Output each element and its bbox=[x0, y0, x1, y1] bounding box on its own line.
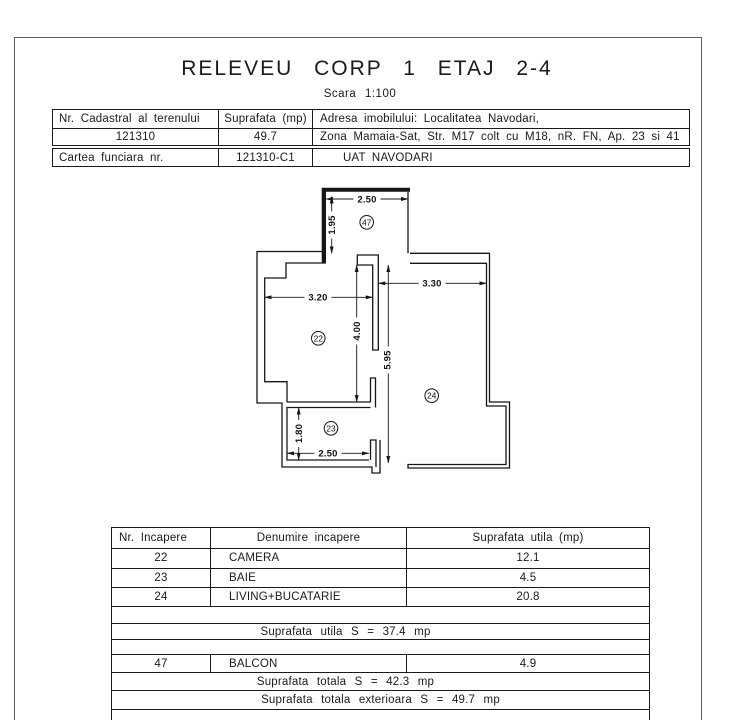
svg-text:23: 23 bbox=[326, 423, 336, 434]
svg-text:47: 47 bbox=[361, 217, 372, 228]
subtotal-utila-row bbox=[112, 623, 649, 639]
rooms-table bbox=[111, 527, 650, 720]
room-nr: 23 bbox=[154, 571, 168, 584]
total-exterior-row bbox=[112, 690, 649, 709]
svg-text:2.50: 2.50 bbox=[357, 194, 377, 206]
room-nr: 24 bbox=[154, 591, 168, 603]
dim-label-living-length bbox=[382, 347, 393, 374]
total-text: Suprafata totala S = 42.3 mp bbox=[256, 675, 435, 688]
dim-label-camera-length bbox=[352, 318, 363, 345]
room-area: 20.8 bbox=[406, 588, 649, 606]
room-area: 4.9 bbox=[406, 655, 649, 672]
svg-text:1.95: 1.95 bbox=[327, 215, 339, 235]
svg-text:1.80: 1.80 bbox=[294, 423, 306, 444]
room-name: BAIE bbox=[210, 569, 406, 588]
outer-wall-left bbox=[257, 252, 380, 474]
cadastral-number-header: Nr. Cadastral al terenului bbox=[59, 113, 200, 125]
svg-text:4.00: 4.00 bbox=[352, 321, 364, 341]
spacer-row bbox=[112, 709, 649, 720]
partition-mid bbox=[371, 378, 376, 408]
room-area: 4.5 bbox=[406, 569, 649, 588]
room-area: 12.1 bbox=[406, 549, 649, 568]
address-header: Adresa imobilului: Localitatea Navodari, bbox=[312, 110, 689, 128]
room-badge-living bbox=[425, 389, 439, 403]
room-nr: 22 bbox=[154, 552, 168, 565]
header-nr-incapere: Nr. Incapere bbox=[119, 532, 188, 544]
dim-label-living-width bbox=[419, 278, 446, 289]
header-denumire: Denumire incapere bbox=[210, 528, 406, 548]
svg-text:3.30: 3.30 bbox=[422, 278, 442, 290]
floor-plan bbox=[250, 182, 516, 482]
total-exterior-text: Suprafata totala exterioara S = 49.7 mp bbox=[261, 694, 500, 706]
room-name: BALCON bbox=[210, 655, 406, 672]
room-nr: 47 bbox=[154, 657, 168, 670]
room-badge-baie bbox=[324, 422, 338, 436]
rooms-table-header bbox=[112, 528, 649, 548]
table-row-balcon bbox=[112, 654, 649, 672]
dim-label-camera-width bbox=[305, 292, 332, 303]
svg-text:3.20: 3.20 bbox=[308, 292, 328, 304]
cadastral-number-value: 121310 bbox=[53, 128, 218, 145]
total-row bbox=[112, 672, 649, 690]
table-row-baie bbox=[112, 568, 649, 588]
dim-label-baie-width bbox=[315, 448, 342, 459]
land-book-value: 121310-C1 bbox=[218, 149, 312, 166]
spacer-row bbox=[112, 606, 649, 623]
subtotal-utila-text: Suprafata utila S = 37.4 mp bbox=[260, 625, 431, 638]
table-row-living bbox=[112, 587, 649, 606]
dimension-lines bbox=[265, 194, 487, 463]
spacer-row bbox=[112, 639, 649, 654]
table-row-camera bbox=[112, 548, 649, 568]
land-book-row bbox=[52, 148, 690, 167]
svg-text:24: 24 bbox=[426, 390, 437, 401]
svg-text:2.50: 2.50 bbox=[318, 448, 338, 460]
dim-label-baie-length bbox=[294, 420, 305, 447]
page-title: RELEVEU CORP 1 ETAJ 2-4 bbox=[181, 57, 553, 80]
dim-label-balcony-depth bbox=[327, 212, 338, 239]
dim-label-balcony-width bbox=[354, 194, 381, 205]
svg-text:5.95: 5.95 bbox=[382, 350, 394, 370]
info-table bbox=[52, 109, 690, 146]
scale-note: Scara 1:100 bbox=[323, 88, 397, 100]
room-name: CAMERA bbox=[210, 549, 406, 568]
header-suprafata: Suprafata utila (mp) bbox=[406, 528, 649, 548]
room-badge-balcon bbox=[360, 216, 374, 230]
land-book-label: Cartea funciara nr. bbox=[59, 151, 164, 164]
surface-value: 49.7 bbox=[218, 128, 312, 145]
surface-header: Suprafata (mp) bbox=[218, 110, 312, 128]
room-badge-camera bbox=[312, 332, 326, 346]
authority-label: UAT NAVODARI bbox=[312, 149, 689, 166]
partition-bottom bbox=[371, 440, 377, 467]
room-name: LIVING+BUCATARIE bbox=[210, 588, 406, 606]
svg-text:22: 22 bbox=[313, 333, 324, 344]
address-line2: Zona Mamaia-Sat, Str. M17 colt cu M18, nR. FN, Ap. 23 si 41 bbox=[312, 128, 689, 145]
